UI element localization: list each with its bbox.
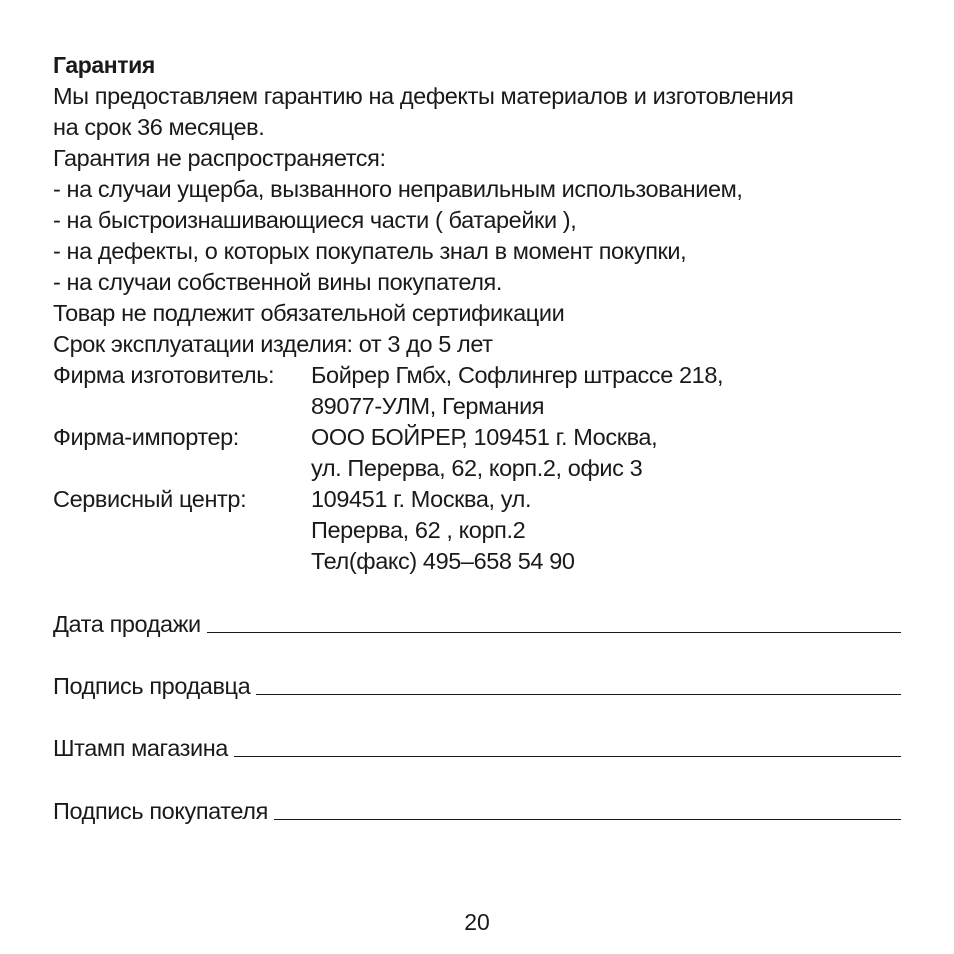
importer-row — [53, 422, 913, 453]
importer-address-line: ООО БОЙРЕР, 109451 г. Москва, — [311, 424, 658, 450]
page-number: 20 — [464, 909, 490, 935]
buyer-signature-field[interactable] — [53, 797, 901, 825]
warranty-exclusion-item: - на случаи собственной вины покупателя. — [53, 269, 503, 295]
sale-date-field[interactable] — [53, 610, 901, 638]
warranty-text-line: на срок 36 месяцев. — [53, 114, 265, 140]
manufacturer-row — [53, 360, 913, 391]
buyer-signature-blank-line[interactable] — [274, 818, 901, 820]
service-center-address-line: Перерва, 62 , корп.2 — [311, 517, 526, 543]
service-center-phone: Тел(факс) 495–658 54 90 — [311, 548, 575, 574]
warranty-text-line: Мы предоставляем гарантию на дефекты материалов и изготовления — [53, 83, 794, 109]
service-center-row — [53, 484, 913, 515]
service-center-address-line: 109451 г. Москва, ул. — [311, 486, 532, 512]
manufacturer-address-line: Бойрер Гмбх, Софлингер штрассе 218, — [311, 362, 724, 388]
sale-date-label: Дата продажи — [53, 611, 201, 637]
seller-signature-blank-line[interactable] — [256, 693, 901, 695]
warranty-exclusion-item: - на дефекты, о которых покупатель знал в момент покупки, — [53, 238, 687, 264]
warranty-exclusion-item: - на быстроизнашивающиеся части ( батарейки ), — [53, 207, 577, 233]
warranty-text-line: Гарантия не распространяется: — [53, 145, 386, 171]
warranty-title: Гарантия — [53, 52, 155, 78]
service-life-note: Срок эксплуатации изделия: от 3 до 5 лет — [53, 331, 493, 357]
buyer-signature-label: Подпись покупателя — [53, 798, 268, 824]
shop-stamp-blank-line[interactable] — [234, 755, 901, 757]
importer-address-line: ул. Перерва, 62, корп.2, офис 3 — [311, 455, 643, 481]
certification-note: Товар не подлежит обязательной сертификации — [53, 300, 565, 326]
manufacturer-address-line: 89077-УЛМ, Германия — [311, 393, 545, 419]
importer-label: Фирма-импортер: — [53, 424, 239, 450]
shop-stamp-field[interactable] — [53, 734, 901, 762]
warranty-body — [53, 81, 913, 577]
manufacturer-label: Фирма изготовитель: — [53, 362, 275, 388]
warranty-exclusion-item: - на случаи ущерба, вызванного неправильным использованием, — [53, 176, 743, 202]
sale-date-blank-line[interactable] — [207, 631, 901, 633]
service-center-label: Сервисный центр: — [53, 486, 247, 512]
seller-signature-field[interactable] — [53, 672, 901, 700]
shop-stamp-label: Штамп магазина — [53, 735, 228, 761]
seller-signature-label: Подпись продавца — [53, 673, 251, 699]
